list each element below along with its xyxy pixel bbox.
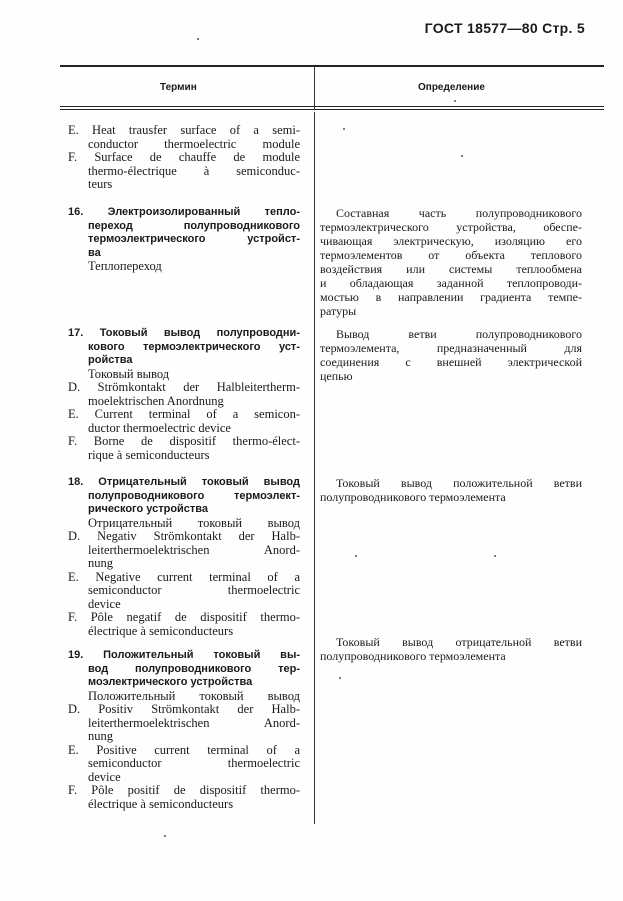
- lang-line: teurs: [88, 177, 113, 191]
- scan-speck: [454, 100, 456, 102]
- table-header-rule-2: [60, 109, 604, 110]
- term-title-line: термоэлектрического устройст-: [88, 233, 300, 245]
- lang-line: E. Positive current terminal of a: [68, 742, 300, 757]
- term-short-form: Отрицательный токовый вывод: [88, 515, 300, 530]
- definition-line: и обладающая заданной теплопроводи-: [320, 276, 582, 290]
- lang-line: D. Negativ Strömkontakt der Halb-: [68, 529, 300, 543]
- lang-line: leiterthermoelektrischen Anord-: [88, 542, 300, 557]
- term-title-line: полупроводникового термоэлект-: [88, 489, 300, 502]
- column-separator-header: [314, 67, 315, 109]
- lang-line: nung: [88, 556, 113, 570]
- lang-line: D. Strömkontakt der Halbleitertherm-: [68, 380, 300, 394]
- lang-line: E. Current terminal of a semicon-: [68, 407, 300, 421]
- scan-speck: [197, 38, 199, 40]
- column-header-definition: Определение: [418, 82, 485, 93]
- term-short-form: Токовый вывод: [88, 366, 170, 381]
- lang-line: moelektrischen Anordnung: [88, 393, 224, 408]
- lang-line: nung: [88, 729, 113, 743]
- lang-line: électrique à semiconducteurs: [88, 796, 234, 811]
- definition-line: Токовый вывод отрицательной ветви: [336, 635, 582, 649]
- lang-line: F. Surface de chauffe de module: [68, 150, 300, 164]
- definition-line: воздействия или системы теплообмена: [320, 262, 582, 276]
- definition-line: полупроводникового термоэлемента: [320, 490, 506, 504]
- table-header-rule-1: [60, 106, 604, 107]
- term-title-line: вод полупроводникового тер-: [88, 662, 300, 675]
- term-18: [68, 476, 300, 638]
- term-title-line: моэлектрического устройства: [88, 676, 253, 688]
- definition-line: термоэлементов от объекта теплового: [320, 248, 582, 262]
- term-title-line: ройства: [88, 354, 133, 366]
- definition-line: Составная часть полупроводникового: [336, 206, 582, 220]
- table-top-rule: [60, 65, 604, 67]
- lang-line: thermo-électrique à semiconduc-: [88, 163, 300, 178]
- term-title-line: 19. Положительный токовый вы-: [68, 649, 300, 661]
- lang-line: semiconductor thermoelectric: [88, 583, 300, 597]
- definition-18: [320, 476, 582, 504]
- term-short-form: Положительный токовый вывод: [88, 688, 300, 703]
- lang-line: semiconductor thermoelectric: [88, 756, 300, 770]
- definition-17: [320, 327, 582, 383]
- term-title-line: кового термоэлектрического уст-: [88, 340, 300, 353]
- term-title-line: ва: [88, 246, 101, 259]
- definition-line: Вывод ветви полупроводникового: [336, 327, 582, 341]
- lang-line: F. Pôle negatif de dispositif thermo-: [68, 610, 300, 624]
- scan-speck: [343, 128, 345, 130]
- lang-line: device: [88, 596, 121, 611]
- column-header-term: Термин: [160, 82, 197, 93]
- lang-line: E. Negative current terminal of a: [68, 569, 300, 584]
- lang-line: ductor thermoelectric device: [88, 420, 231, 435]
- term-17: [68, 327, 300, 462]
- definition-line: мостью в направлении градиента темпе-: [320, 290, 582, 304]
- term-title-line: переход полупроводникового: [88, 219, 300, 232]
- lang-line: leiterthermoelektrischen Anord-: [88, 715, 300, 730]
- definition-line: соединения с внешней электрической: [320, 355, 582, 369]
- lang-line: électrique à semiconducteurs: [88, 623, 234, 638]
- term-19: [68, 649, 300, 811]
- lang-line: device: [88, 769, 121, 784]
- lang-line: conductor thermoelectric module: [88, 136, 300, 151]
- definition-line: чивающая электрическую, изоляцию его: [320, 234, 582, 248]
- lang-line: D. Positiv Strömkontakt der Halb-: [68, 702, 300, 716]
- definition-line: полупроводникового термоэлемента: [320, 649, 506, 663]
- definition-16: [320, 206, 582, 318]
- scan-speck: [494, 555, 496, 557]
- lang-line: rique à semiconducteurs: [88, 447, 210, 462]
- definition-line: термоэлектрического устройства, обеспе-: [320, 220, 582, 234]
- definition-line: ратуры: [320, 304, 357, 318]
- scan-speck: [164, 835, 166, 837]
- term-continuation: [68, 124, 300, 192]
- page-header-standard: ГОСТ 18577—80 Стр. 5: [424, 20, 585, 36]
- term-title-line: рического устройства: [88, 503, 209, 515]
- term-title-line: 16. Электроизолированный тепло-: [68, 206, 300, 218]
- definition-19: [320, 635, 582, 663]
- term-short-form: Теплопереход: [88, 259, 162, 273]
- definition-line: термоэлемента, предназначенный для: [320, 341, 582, 355]
- term-title-line: 17. Токовый вывод полупроводни-: [68, 327, 300, 339]
- scan-speck: [355, 555, 357, 557]
- column-separator-body: [314, 112, 315, 824]
- term-16: [68, 206, 300, 274]
- scan-speck: [461, 155, 463, 157]
- scan-speck: [339, 677, 341, 679]
- lang-line: F. Pôle positif de dispositif thermo-: [68, 783, 300, 797]
- definition-line: цепью: [320, 369, 353, 383]
- term-title-line: 18. Отрицательный токовый вывод: [68, 476, 300, 488]
- lang-line: E. Heat trausfer surface of a semi-: [68, 123, 300, 137]
- lang-line: F. Borne de dispositif thermo-élect-: [68, 434, 300, 448]
- definition-line: Токовый вывод положительной ветви: [336, 476, 582, 490]
